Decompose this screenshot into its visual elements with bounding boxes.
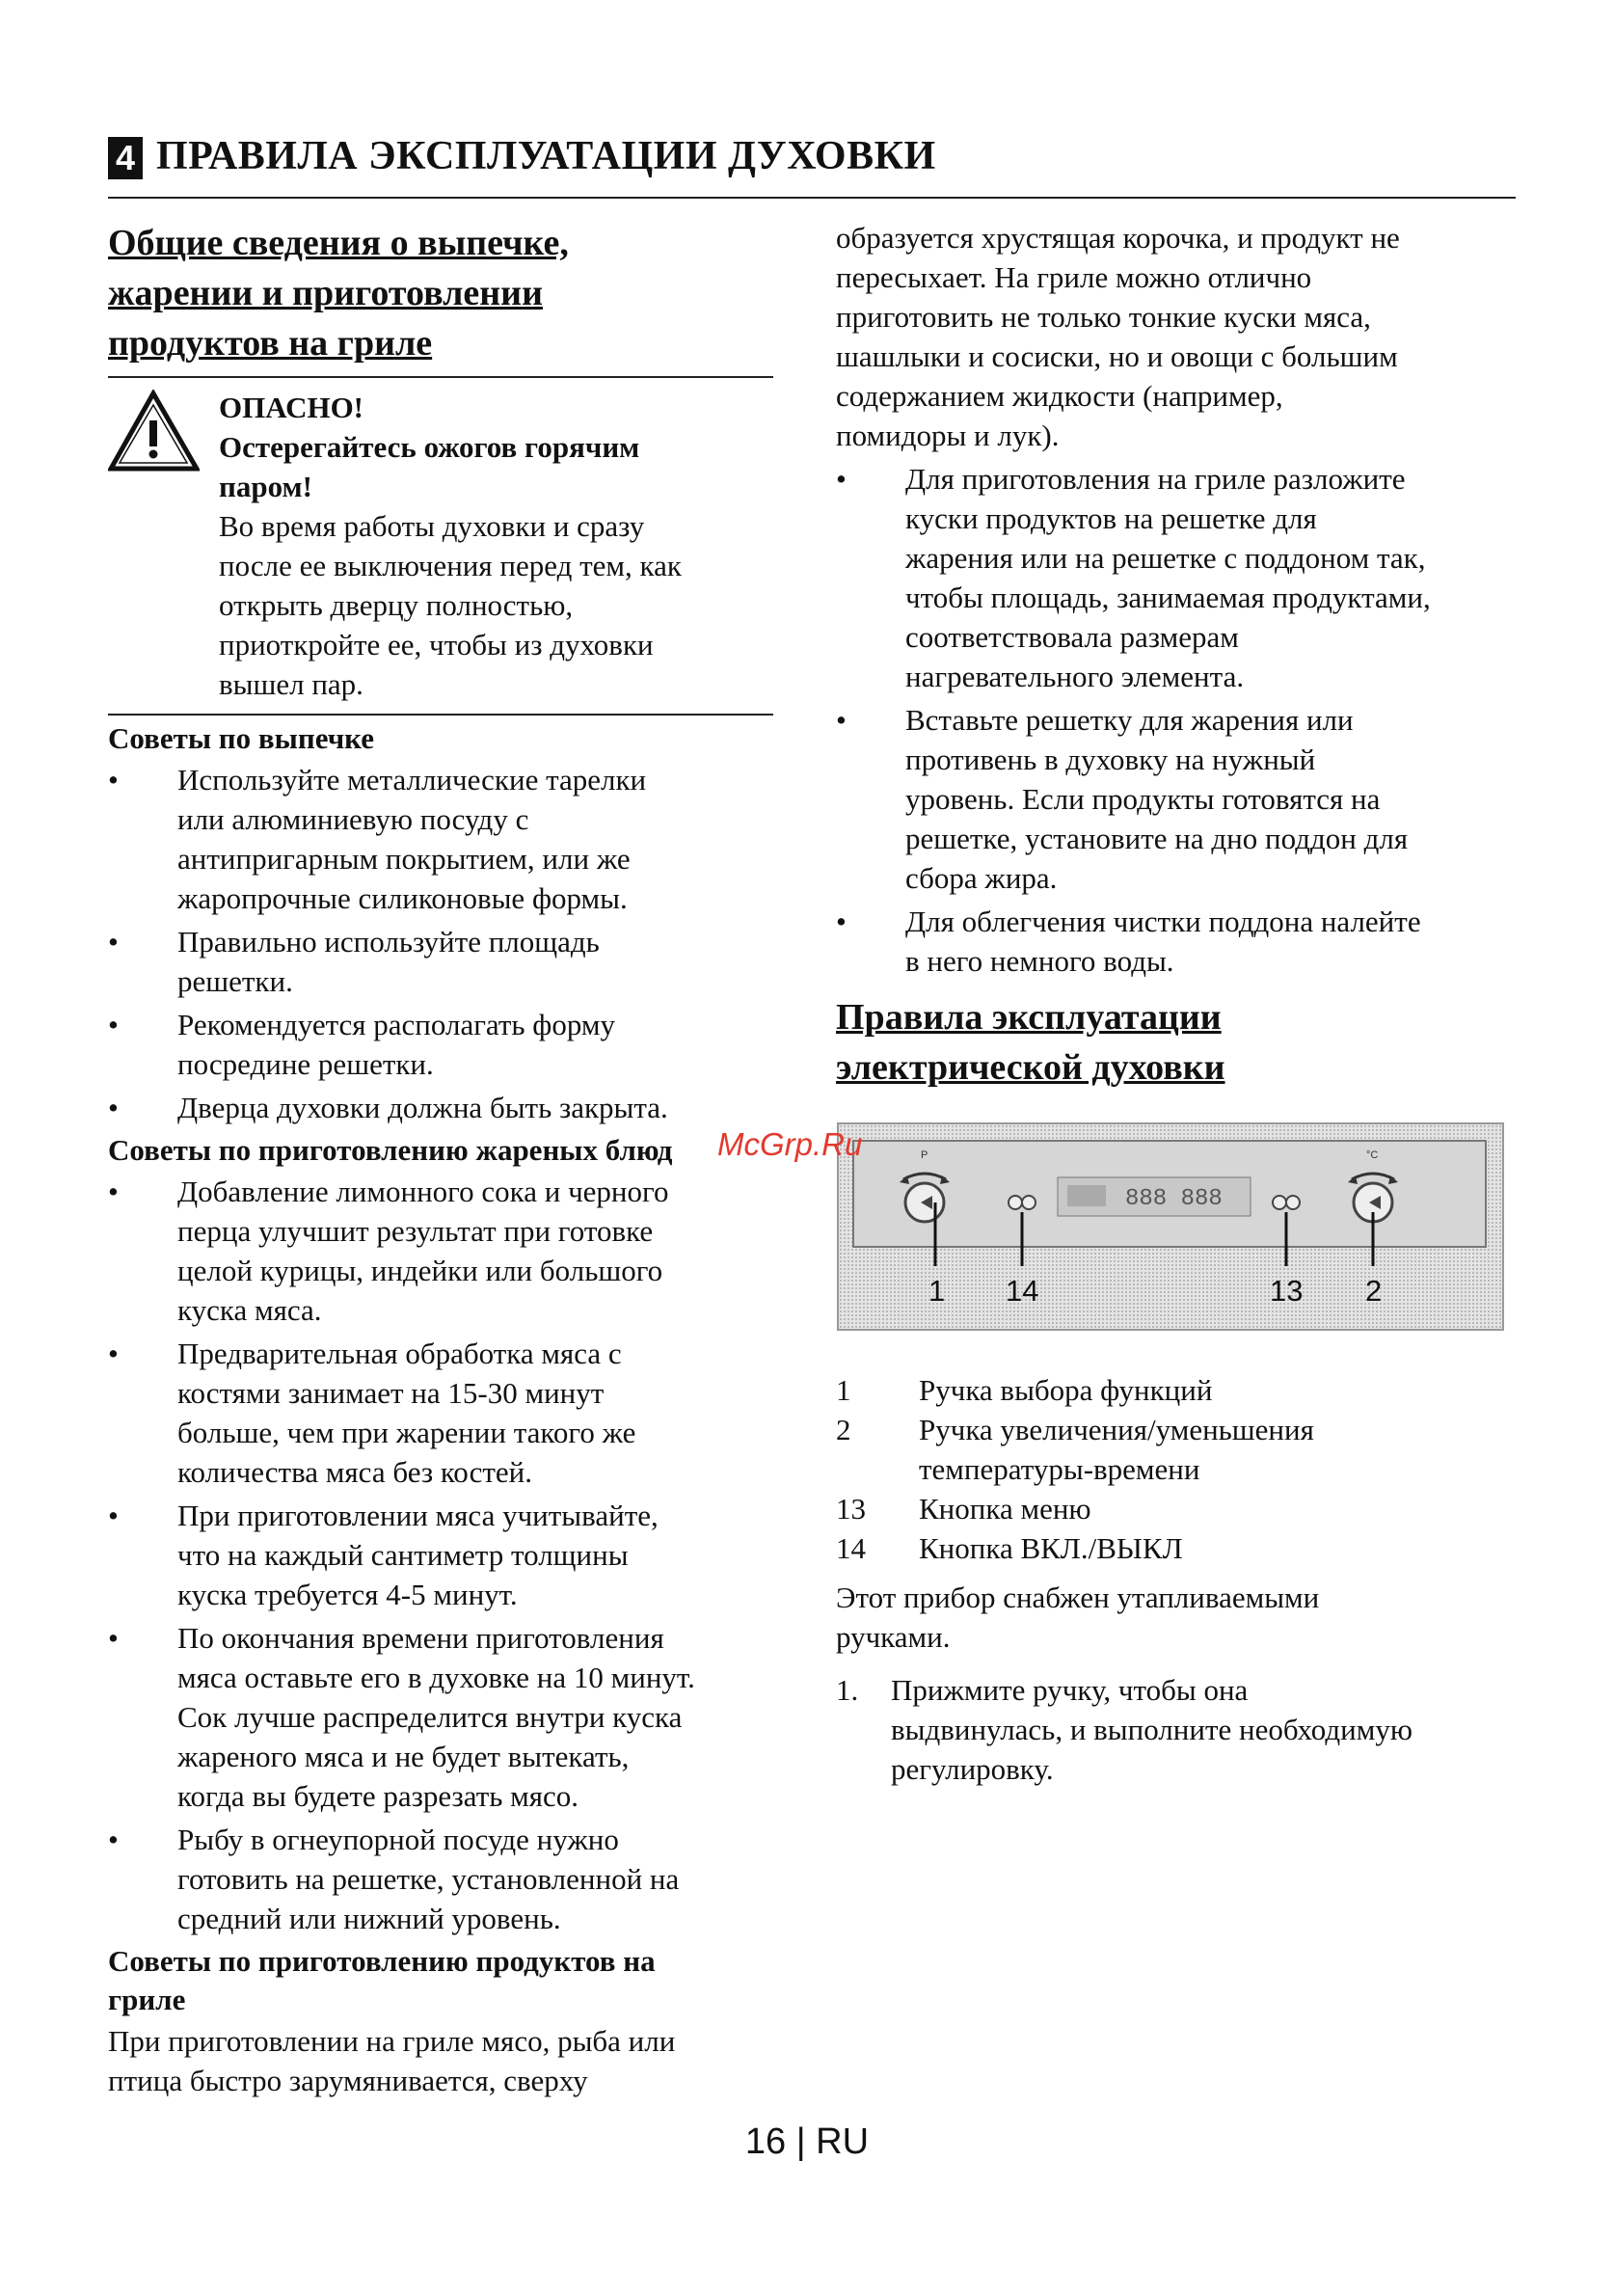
warning-title: ОПАСНО! xyxy=(219,391,364,424)
svg-text:P: P xyxy=(921,1149,928,1161)
callout-14: 14 xyxy=(1006,1274,1039,1308)
chapter-title: ПРАВИЛА ЭКСПЛУАТАЦИИ ДУХОВКИ xyxy=(156,134,936,178)
section-title-electric-oven: Правила эксплуатации электрической духовки xyxy=(836,997,1225,1088)
list-item: • Вставьте решетку для жарения или противень в духовку на нужный уровень. Если продукты готовятся на решетке, установите на дно поддон для сбора жира. xyxy=(836,703,1409,895)
control-panel-diagram xyxy=(836,1121,1506,1334)
grill-tips-text: При приготовлении на гриле мясо, рыба или птица быстро зарумянивается, сверху xyxy=(108,2024,676,2097)
list-item: • Используйте металлические тарелки или алюминиевую посуду с антипригарным покрытием, или же жаропрочные силиконовые формы. xyxy=(108,763,647,915)
chapter-header xyxy=(108,135,1516,199)
page-number: 16 | RU xyxy=(744,2121,870,2162)
grill-tips-continued: образуется хрустящая корочка, и продукт не пересыхает. На гриле можно отлично приготовить не только тонкие куски мяса, шашлыки и сосиски, но и овощи с большим содержанием жидкости (например, помидоры и лук). xyxy=(836,221,1400,452)
baking-tips-heading: Советы по выпечке xyxy=(108,721,375,755)
list-item: • Рыбу в огнеупорной посуде нужно готовить на решетке, установленной на средний или нижний уровень. xyxy=(108,1823,680,1935)
step-item: 1. Прижмите ручку, чтобы она выдвинулась, и выполните необходимую регулировку. xyxy=(836,1673,1413,1786)
callout-13: 13 xyxy=(1270,1274,1304,1308)
warning-triangle-icon xyxy=(108,390,200,473)
danger-warning xyxy=(108,388,773,704)
list-item: • Правильно используйте площадь решетки. xyxy=(108,925,600,998)
list-item: • Рекомендуется располагать форму посредине решетки. xyxy=(108,1008,616,1081)
divider xyxy=(108,714,773,716)
warning-text: Во время работы духовки и сразу после ее выключения перед тем, как открыть дверцу полностью, приоткройте ее, чтобы из духовки вышел пар. xyxy=(219,509,682,701)
watermark: McGrp.Ru xyxy=(717,1126,863,1162)
list-item: • Для приготовления на гриле разложите куски продуктов на решетке для жарения или на решетке с поддоном так, чтобы площадь, занимаемая продуктами, соответствовала размерам нагревательного элемента. xyxy=(836,462,1431,693)
list-item: • Предварительная обработка мяса с костями занимает на 15-30 минут больше, чем при жарении такого же количества мяса без костей. xyxy=(108,1337,636,1489)
section-title-baking: Общие сведения о выпечке, жарении и приготовлении продуктов на гриле xyxy=(108,223,569,364)
right-column xyxy=(836,218,1520,1789)
left-column xyxy=(108,218,773,2100)
callout-1: 1 xyxy=(928,1274,946,1308)
list-item: • Для облегчения чистки поддона налейте в него немного воды. xyxy=(836,905,1421,978)
chapter-number: 4 xyxy=(108,137,143,179)
grill-tips-list xyxy=(836,459,1520,981)
list-item: • При приготовлении мяса учитывайте, что на каждый сантиметр толщины куска требуется 4-5 минут. xyxy=(108,1499,659,1611)
list-item: • По окончания времени приготовления мяса оставьте его в духовке на 10 минут. Сок лучше распределится внутри куска жареного мяса и не будет вытекать, когда вы будете разрезать мясо. xyxy=(108,1621,695,1813)
baking-tips-list xyxy=(108,760,773,1127)
callout-2: 2 xyxy=(1365,1274,1383,1308)
legend-item: 1 Ручка выбора функций xyxy=(836,1373,1213,1407)
legend-item: 14 Кнопка ВКЛ./ВЫКЛ xyxy=(836,1531,1183,1565)
warning-subtitle: Остерегайтесь ожогов горячим паром! xyxy=(219,430,640,503)
list-item: • Добавление лимонного сока и черного перца улучшит результат при готовке целой курицы, индейки или большого куска мяса. xyxy=(108,1175,669,1327)
legend-item: 13 Кнопка меню xyxy=(836,1492,1091,1526)
retractable-knobs-note: Этот прибор снабжен утапливаемыми ручками. xyxy=(836,1580,1320,1654)
list-item: • Дверца духовки должна быть закрыта. xyxy=(108,1091,668,1124)
roasting-tips-heading: Советы по приготовлению жареных блюд xyxy=(108,1133,673,1167)
grill-tips-heading: Советы по приготовлению продуктов на гриле xyxy=(108,1944,656,2016)
svg-text:°C: °C xyxy=(1366,1149,1379,1161)
legend-item: 2 Ручка увеличения/уменьшения температуры-времени xyxy=(836,1413,1314,1486)
svg-text:888 888: 888 888 xyxy=(1125,1186,1223,1212)
steps-list xyxy=(836,1670,1520,1789)
roasting-tips-list xyxy=(108,1172,773,1938)
diagram-legend xyxy=(836,1370,1520,1568)
divider xyxy=(108,376,773,378)
